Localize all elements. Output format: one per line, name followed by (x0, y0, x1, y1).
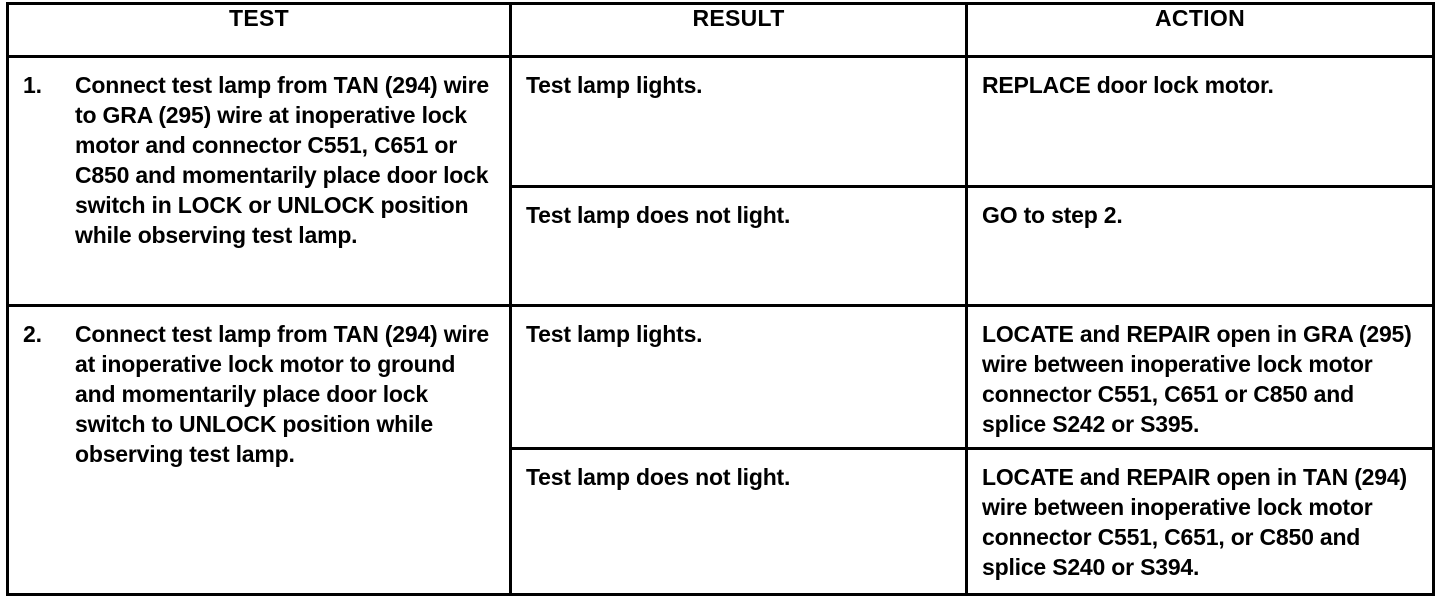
step-1-test-text: Connect test lamp from TAN (294) wire to GRA (295) wire at inoperative lock motor and connector C551, C651 or C850 and momentarily place door lock switch in LOCK or UNLOCK position while observing test lamp. (75, 72, 489, 248)
step-1-action-1-cell (967, 57, 1434, 187)
step-1-action-1: REPLACE door lock motor. (982, 72, 1274, 98)
step-2-result-1-cell (511, 306, 967, 449)
table-row (8, 57, 1434, 187)
header-test: TEST (8, 4, 511, 57)
step-2-action-2-cell (967, 449, 1434, 595)
header-action: ACTION (967, 4, 1434, 57)
step-2-action-1: LOCATE and REPAIR open in GRA (295) wire between inoperative lock motor connector C551, C651 or C850 and splice S242 or S395. (982, 321, 1412, 437)
step-2-result-2: Test lamp does not light. (526, 464, 791, 490)
step-1-result-1-cell (511, 57, 967, 187)
step-1-action-2: GO to step 2. (982, 202, 1123, 228)
step-2-test-text: Connect test lamp from TAN (294) wire at inoperative lock motor to ground and momentarily place door lock switch to UNLOCK position while observing test lamp. (75, 321, 489, 467)
step-1-result-1: Test lamp lights. (526, 72, 703, 98)
header-row (8, 4, 1434, 57)
header-result: RESULT (511, 4, 967, 57)
step-2-number: 2. (23, 321, 42, 347)
step-1-result-2: Test lamp does not light. (526, 202, 791, 228)
step-1-test-cell (8, 57, 511, 306)
step-1-action-2-cell (967, 187, 1434, 306)
step-1-number: 1. (23, 72, 42, 98)
step-2-result-1: Test lamp lights. (526, 321, 703, 347)
table-row (8, 306, 1434, 449)
step-2-action-2: LOCATE and REPAIR open in TAN (294) wire between inoperative lock motor connector C551, C651, or C850 and splice S240 or S394. (982, 464, 1407, 580)
step-1-result-2-cell (511, 187, 967, 306)
diagnostic-table (6, 2, 1435, 596)
step-2-result-2-cell (511, 449, 967, 595)
step-2-test-cell (8, 306, 511, 595)
step-2-action-1-cell (967, 306, 1434, 449)
